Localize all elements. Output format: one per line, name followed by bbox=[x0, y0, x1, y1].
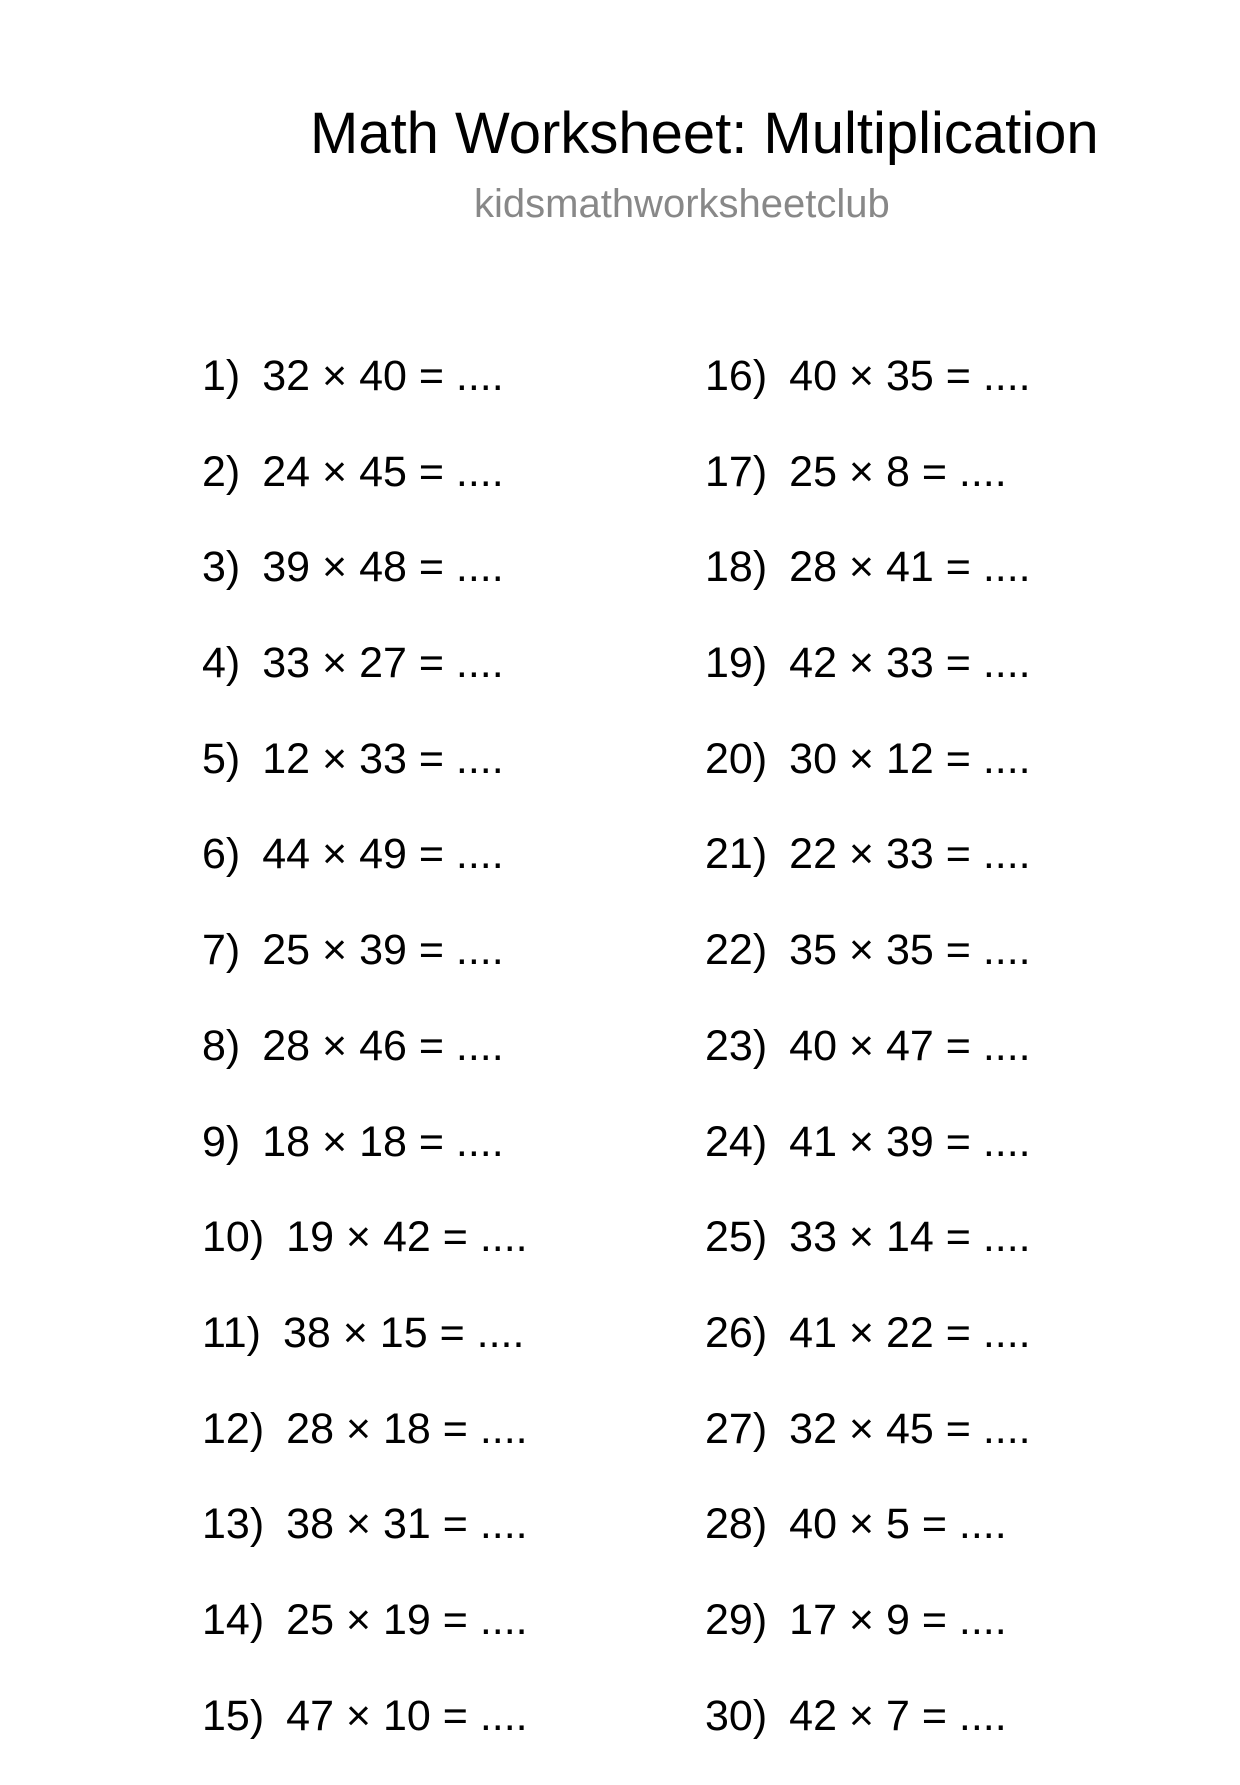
problem-item bbox=[705, 1307, 1031, 1403]
worksheet-title-text: Math Worksheet: Multiplication bbox=[310, 101, 1099, 166]
problem-expression: 40 × 35 = .... bbox=[789, 352, 1031, 400]
problem-expression: 25 × 19 = .... bbox=[286, 1595, 528, 1644]
problem-expression: 17 × 9 = .... bbox=[789, 1595, 1007, 1644]
worksheet-title bbox=[0, 100, 1240, 168]
problem-item bbox=[705, 350, 1031, 446]
problem-item bbox=[705, 924, 1031, 1020]
problem-expression: 25 × 39 = .... bbox=[262, 926, 504, 975]
problem-number: 29) bbox=[705, 1595, 768, 1644]
problem-item bbox=[202, 1594, 528, 1690]
problem-expression: 38 × 31 = .... bbox=[286, 1500, 528, 1549]
problem-item bbox=[202, 446, 528, 542]
problem-number: 20) bbox=[705, 734, 768, 783]
problem-item bbox=[705, 1690, 1031, 1785]
problem-expression: 42 × 7 = .... bbox=[789, 1691, 1007, 1740]
problems-column-left bbox=[202, 350, 528, 1785]
problem-number: 2) bbox=[202, 447, 241, 496]
problem-expression: 25 × 8 = .... bbox=[789, 447, 1007, 496]
problem-item bbox=[705, 828, 1031, 924]
problem-item bbox=[202, 1498, 528, 1594]
problem-item bbox=[202, 828, 528, 924]
problem-expression: 18 × 18 = .... bbox=[262, 1117, 504, 1166]
problem-expression: 32 × 45 = .... bbox=[789, 1404, 1031, 1453]
problem-expression: 28 × 46 = .... bbox=[262, 1021, 504, 1070]
problem-item bbox=[705, 1116, 1031, 1212]
problem-expression: 28 × 41 = .... bbox=[789, 543, 1031, 592]
problem-number: 19) bbox=[705, 639, 768, 688]
problem-item bbox=[202, 1307, 528, 1403]
problem-item bbox=[705, 1211, 1031, 1307]
problem-number: 16) bbox=[705, 352, 768, 400]
problem-item bbox=[202, 1403, 528, 1499]
problem-item bbox=[202, 1211, 528, 1307]
problem-number: 1) bbox=[202, 352, 241, 400]
problem-expression: 39 × 48 = .... bbox=[262, 543, 504, 592]
problem-number: 7) bbox=[202, 926, 241, 975]
problem-item bbox=[705, 446, 1031, 542]
problem-expression: 19 × 42 = .... bbox=[286, 1213, 528, 1262]
problem-item bbox=[202, 637, 528, 733]
problem-item bbox=[705, 1498, 1031, 1594]
problem-number: 21) bbox=[705, 830, 768, 879]
problem-number: 6) bbox=[202, 830, 241, 879]
problem-expression: 42 × 33 = .... bbox=[789, 639, 1031, 688]
problem-item bbox=[705, 1403, 1031, 1499]
problem-number: 28) bbox=[705, 1500, 768, 1549]
problem-item bbox=[705, 637, 1031, 733]
problem-number: 13) bbox=[202, 1500, 265, 1549]
problem-number: 14) bbox=[202, 1595, 265, 1644]
problem-expression: 24 × 45 = .... bbox=[262, 447, 504, 496]
problems-column-right bbox=[705, 350, 1031, 1785]
problem-number: 18) bbox=[705, 543, 768, 592]
problem-expression: 41 × 22 = .... bbox=[789, 1308, 1031, 1357]
problem-number: 22) bbox=[705, 926, 768, 975]
problem-expression: 40 × 5 = .... bbox=[789, 1500, 1007, 1549]
problem-expression: 40 × 47 = .... bbox=[789, 1021, 1031, 1070]
worksheet-subtitle: kidsmathworksheetclub bbox=[474, 182, 890, 226]
problem-expression: 28 × 18 = .... bbox=[286, 1404, 528, 1453]
problem-number: 8) bbox=[202, 1021, 241, 1070]
problem-item bbox=[705, 541, 1031, 637]
problem-expression: 22 × 33 = .... bbox=[789, 830, 1031, 879]
problem-number: 11) bbox=[202, 1308, 261, 1357]
problem-number: 17) bbox=[705, 447, 768, 496]
problem-item bbox=[202, 350, 528, 446]
problem-number: 5) bbox=[202, 734, 241, 783]
problem-item bbox=[202, 1116, 528, 1212]
problem-item bbox=[705, 1594, 1031, 1690]
problem-item bbox=[202, 541, 528, 637]
problem-number: 27) bbox=[705, 1404, 768, 1453]
problem-expression: 41 × 39 = .... bbox=[789, 1117, 1031, 1166]
problem-item bbox=[202, 1690, 528, 1785]
problem-item bbox=[202, 1020, 528, 1116]
problem-expression: 33 × 27 = .... bbox=[262, 639, 504, 688]
problem-expression: 12 × 33 = .... bbox=[262, 734, 504, 783]
problem-number: 3) bbox=[202, 543, 241, 592]
problem-expression: 30 × 12 = .... bbox=[789, 734, 1031, 783]
problem-number: 4) bbox=[202, 639, 241, 688]
problem-item bbox=[705, 1020, 1031, 1116]
problem-number: 15) bbox=[202, 1691, 265, 1740]
problem-expression: 38 × 15 = .... bbox=[282, 1308, 525, 1357]
problem-expression: 44 × 49 = .... bbox=[262, 830, 504, 879]
problem-expression: 33 × 14 = .... bbox=[789, 1213, 1031, 1262]
problem-number: 25) bbox=[705, 1213, 768, 1262]
problem-item bbox=[202, 733, 528, 829]
problem-item bbox=[705, 733, 1031, 829]
problem-number: 24) bbox=[705, 1117, 768, 1166]
problem-expression: 47 × 10 = .... bbox=[286, 1691, 528, 1740]
problem-item bbox=[202, 924, 528, 1020]
problem-expression: 35 × 35 = .... bbox=[789, 926, 1031, 975]
problem-number: 9) bbox=[202, 1117, 241, 1166]
problem-expression: 32 × 40 = .... bbox=[262, 352, 504, 400]
problem-number: 23) bbox=[705, 1021, 768, 1070]
problem-number: 12) bbox=[202, 1404, 265, 1453]
problem-number: 26) bbox=[705, 1308, 768, 1357]
problem-number: 30) bbox=[705, 1691, 768, 1740]
problem-number: 10) bbox=[202, 1213, 265, 1262]
